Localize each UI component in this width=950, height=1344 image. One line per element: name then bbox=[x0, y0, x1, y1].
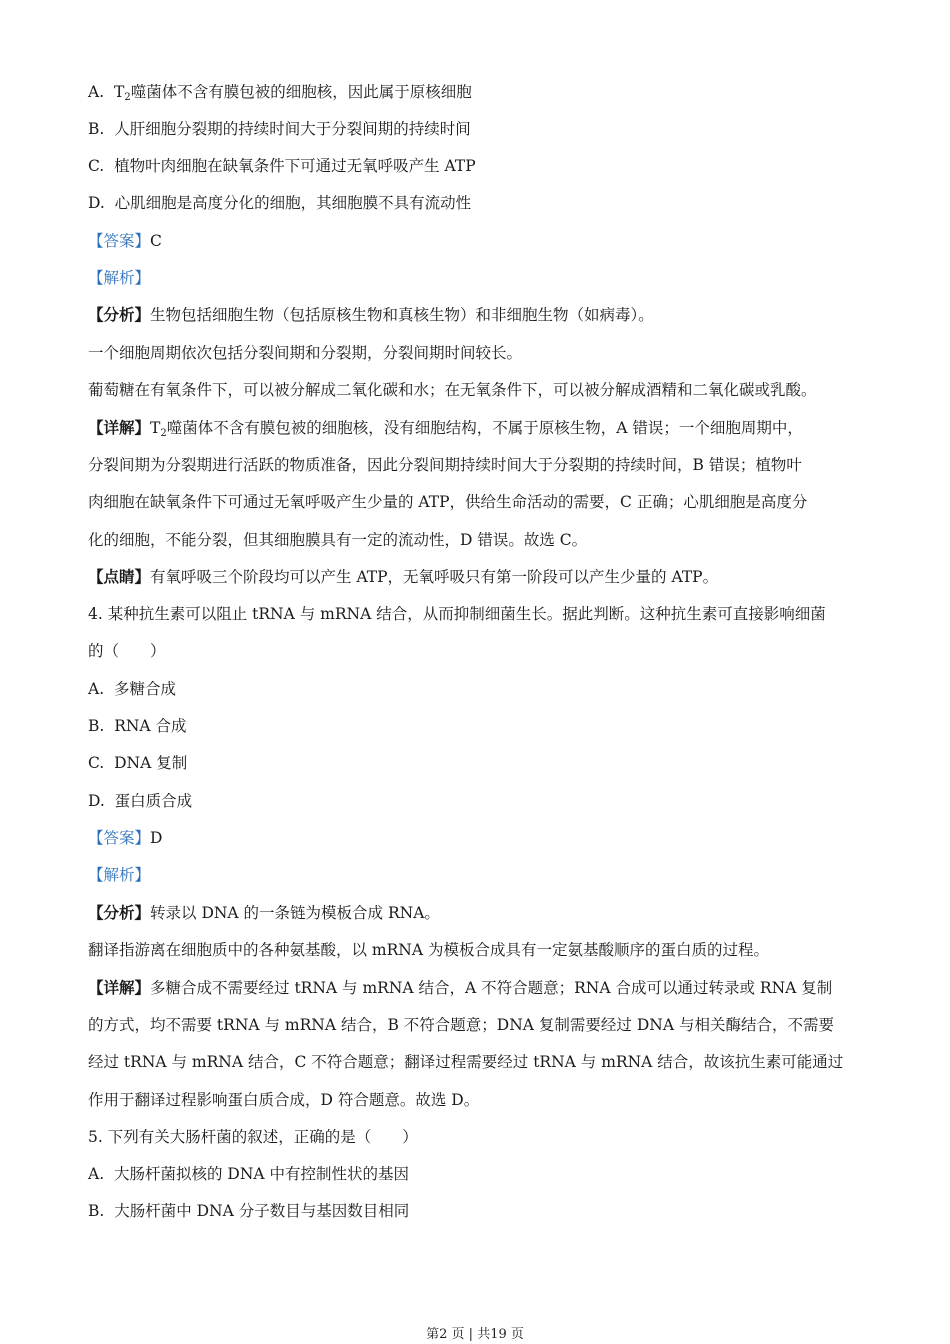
q4-stem-line2: 的（ ） bbox=[88, 642, 166, 660]
q3-option-a: A. $T_2$噬菌体不含有膜包被的细胞核，因此属于原核细胞 bbox=[88, 83, 472, 103]
point-tag: 【点睛】 bbox=[88, 567, 151, 586]
q3-jiexi-heading: 【解析】 bbox=[88, 269, 151, 287]
q4-jiexi-heading: 【解析】 bbox=[88, 866, 151, 884]
q3-detail-line3: 肉细胞在缺氧条件下可通过无氧呼吸产生少量的 ATP，供给生命活动的需要，C 正确；心肌细胞是高度分 bbox=[88, 493, 808, 511]
q5-option-b: B. 大肠杆菌中 DNA 分子数目与基因数目相同 bbox=[88, 1202, 410, 1220]
q4-detail-line4: 作用于翻译过程影响蛋白质合成，D 符合题意。故选 D。 bbox=[88, 1091, 480, 1109]
q3-option-c: C. 植物叶肉细胞在缺氧条件下可通过无氧呼吸产生 ATP bbox=[88, 157, 476, 175]
q4-option-c: C. DNA 复制 bbox=[88, 754, 188, 772]
q3-analysis: 【分析】生物包括细胞生物（包括原核生物和真核生物）和非细胞生物（如病毒）。 bbox=[88, 305, 654, 324]
page-footer bbox=[0, 1323, 950, 1342]
q3-point: 【点睛】有氧呼吸三个阶段均可以产生 ATP，无氧呼吸只有第一阶段可以产生少量的 ATP。 bbox=[88, 567, 719, 586]
option-label: D. bbox=[88, 792, 105, 810]
q4-detail: 【详解】多糖合成不需要经过 tRNA 与 mRNA 结合，A 不符合题意；RNA 合成可以通过转录或 RNA 复制 bbox=[88, 978, 833, 997]
q4-stem: 4. 某种抗生素可以阻止 tRNA 与 mRNA 结合，从而抑制细菌生长。据此判断。这种抗生素可直接影响细菌 bbox=[88, 605, 826, 623]
footer-separator: | bbox=[468, 1327, 474, 1342]
option-label: D. bbox=[88, 194, 105, 212]
answer-tag: 【答案】 bbox=[88, 829, 151, 847]
q4-detail-line3: 经过 tRNA 与 mRNA 结合，C 不符合题意；翻译过程需要经过 tRNA 与 mRNA 结合，故该抗生素可能通过 bbox=[88, 1053, 844, 1071]
detail-tag: 【详解】 bbox=[88, 418, 151, 437]
option-label: C. bbox=[88, 754, 105, 772]
q5-option-a: A. 大肠杆菌拟核的 DNA 中有控制性状的基因 bbox=[88, 1165, 410, 1183]
q3-answer bbox=[88, 231, 162, 251]
q3-option-b: B. 人肝细胞分裂期的持续时间大于分裂间期的持续时间 bbox=[88, 120, 471, 138]
q5-stem: 5. 下列有关大肠杆菌的叙述，正确的是（ ） bbox=[88, 1128, 418, 1146]
analysis-tag: 【分析】 bbox=[88, 903, 151, 922]
q4-answer bbox=[88, 828, 162, 848]
option-label: A. bbox=[88, 1165, 105, 1183]
option-label: B. bbox=[88, 1202, 105, 1220]
page-total: 共19 页 bbox=[477, 1327, 524, 1342]
q4-option-a: A. 多糖合成 bbox=[88, 680, 176, 698]
answer-tag: 【答案】 bbox=[88, 232, 151, 250]
detail-tag: 【详解】 bbox=[88, 978, 151, 997]
q3-analysis-line2: 一个细胞周期依次包括分裂间期和分裂期，分裂间期时间较长。 bbox=[88, 344, 523, 362]
q3-detail: 【详解】$T_2$噬菌体不含有膜包被的细胞核，没有细胞结构，不属于原核生物，A 错误；一个细胞周期中， bbox=[88, 418, 803, 439]
option-label: A. bbox=[88, 83, 105, 101]
q3-detail-line4: 化的细胞，不能分裂，但其细胞膜具有一定的流动性，D 错误。故选 C。 bbox=[88, 531, 588, 549]
q4-detail-line2: 的方式，均不需要 tRNA 与 mRNA 结合，B 不符合题意；DNA 复制需要经过 DNA 与相关酶结合，不需要 bbox=[88, 1016, 834, 1034]
q4-analysis: 【分析】转录以 DNA 的一条链为模板合成 RNA。 bbox=[88, 903, 440, 922]
answer-value: D bbox=[150, 829, 163, 847]
q3-analysis-line3: 葡萄糖在有氧条件下，可以被分解成二氧化碳和水；在无氧条件下，可以被分解成酒精和二氧化碳或乳酸。 bbox=[88, 381, 817, 399]
q4-analysis-line2: 翻译指游离在细胞质中的各种氨基酸，以 mRNA 为模板合成具有一定氨基酸顺序的蛋白质的过程。 bbox=[88, 941, 769, 959]
page-number: 第2 页 bbox=[426, 1327, 465, 1342]
analysis-tag: 【分析】 bbox=[88, 305, 151, 324]
option-label: C. bbox=[88, 157, 105, 175]
option-label: B. bbox=[88, 120, 105, 138]
option-label: A. bbox=[88, 680, 105, 698]
q3-detail-line2: 分裂间期为分裂期进行活跃的物质准备，因此分裂间期持续时间大于分裂期的持续时间，B 错误；植物叶 bbox=[88, 456, 802, 474]
answer-value: C bbox=[150, 232, 162, 250]
q3-option-d: D. 心肌细胞是高度分化的细胞，其细胞膜不具有流动性 bbox=[88, 194, 472, 212]
q4-option-b: B. RNA 合成 bbox=[88, 717, 187, 735]
option-label: B. bbox=[88, 717, 105, 735]
q4-option-d: D. 蛋白质合成 bbox=[88, 792, 193, 810]
